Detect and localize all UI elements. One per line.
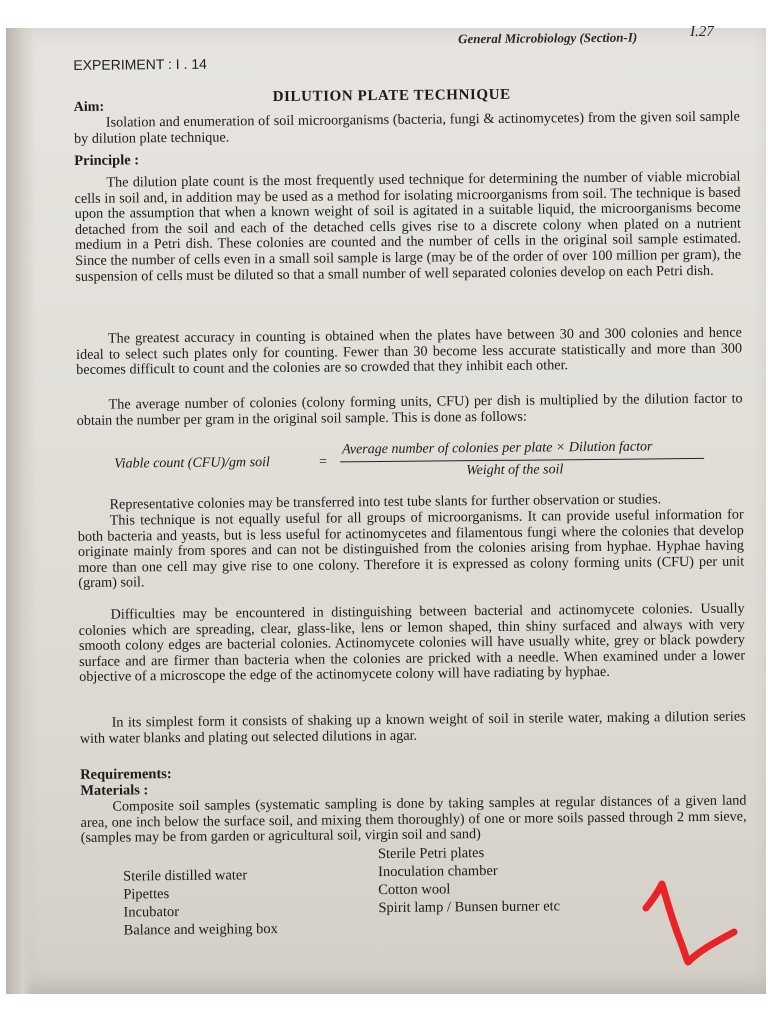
requirements-label: Requirements: — [80, 766, 172, 783]
tick-stroke — [646, 884, 734, 962]
principle-label: Principle : — [74, 152, 140, 169]
list-item: Balance and weighing box — [123, 921, 278, 939]
formula-numerator: Average number of colonies per plate × Dilution factor — [341, 439, 653, 458]
cfu-formula — [114, 439, 714, 485]
list-item: Pipettes — [123, 886, 170, 903]
body-paragraph-1: Representative colonies may be transferred into test tube slants for further observation or studies. — [109, 491, 662, 513]
principle-paragraph-1: The dilution plate count is the most frequently used technique for determining the number of viable microbial cells in soil and, in addition may be used as a method for isolating microorganisms from soil. The technique is based upon the assumption that when a known weight of soil is agitated in a suitable liquid, the microorganisms become detached from the soil and each of the detached cells gives rise to a discrete colony when plated on a nutrient medium in a Petri dish. These colonies are counted and the number of cells in the original soil sample estimated. Since the number of cells even in a small soil sample is large (may be of the order of over 100 million per gram), the suspension of cells must be diluted so that a small number of well separated colonies develop on each Petri dish. — [74, 168, 742, 285]
page-spine-shadow — [6, 28, 34, 994]
materials-list-right — [378, 844, 649, 919]
aim-label: Aim: — [73, 99, 105, 115]
formula-lhs: Viable count (CFU)/gm soil — [114, 455, 270, 472]
list-item: Incubator — [123, 903, 180, 921]
body-paragraph-2: This technique is not equally useful for all groups of microorganisms. It can provide useful information for both bacteria and yeasts, but is less useful for actinomycetes and filamentous fungi where the colonies that develop originate mainly from spores and can not be distinguished from the colonies arising from hyphae. Hyphae having more than one cell may give rise to one colony. Therefore it is expressed as colony forming units (CFU) per unit (gram) soil. — [77, 506, 745, 592]
experiment-number: EXPERIMENT : I . 14 — [73, 55, 207, 73]
materials-label: Materials : — [80, 782, 149, 799]
photo-bottom-margin — [0, 994, 768, 1024]
formula-denominator: Weight of the soil — [466, 462, 564, 479]
aim-text: Isolation and enumeration of soil microorganisms (bacteria, fungi & actinomycetes) from the given soil sample by dilution plate technique. — [73, 108, 740, 147]
red-handwritten-tick-icon — [640, 880, 740, 970]
principle-paragraph-3: The average number of colonies (colony forming units, CFU) per dish is multiplied by the dilution factor to obtain the number per gram in the original soil sample. This is done as follows: — [76, 390, 743, 429]
list-item: Cotton wool — [378, 881, 451, 899]
materials-list-left — [123, 867, 394, 942]
list-item: Sterile Petri plates — [377, 845, 485, 863]
running-head-title: General Microbiology (Section-I) — [458, 29, 638, 47]
running-head — [458, 23, 758, 47]
list-item: Spirit lamp / Bunsen burner etc — [378, 898, 561, 917]
materials-text: Composite soil samples (systematic sampling is done by taking samples at regular distances of a given land area, one inch below the surface soil, and mixing them thoroughly) of one or more soils passed through 2 mm sieve, (samples may be from garden or agricultural soil, virgin soil and sand) — [80, 792, 747, 847]
body-paragraph-4: In its simplest form it consists of shaking up a known weight of soil in sterile water, making a dilution series with water blanks and plating out selected dilutions in agar. — [79, 708, 746, 747]
list-item: Sterile distilled water — [123, 867, 248, 885]
page-title: DILUTION PLATE TECHNIQUE — [272, 86, 511, 106]
list-item: Inoculation chamber — [378, 862, 498, 881]
principle-paragraph-2: The greatest accuracy in counting is obtained when the plates have between 30 and 300 colonies and hence ideal to select such plates only for counting. Fewer than 30 become less accurate statistically and more than 300 becomes difficult to count and the colonies are so crowded that they inhibit each other. — [76, 324, 743, 379]
formula-equals: = — [318, 454, 328, 470]
body-paragraph-3: Difficulties may be encountered in distinguishing between bacterial and actinomycete colonies. Usually colonies which are spreading, clear, glass-like, lens or lemon shaped, thin shiny surfaced and always with very smooth colony edges are bacterial colonies. Actinomycete colonies will have usually white, grey or black powdery surface and are firmer than bacteria when the colonies are pricked with a needle. When examined under a lower objective of a microscope the edge of the actinomycete colony will have radiating by hyphae. — [78, 600, 746, 686]
page-number: I.27 — [689, 23, 714, 41]
